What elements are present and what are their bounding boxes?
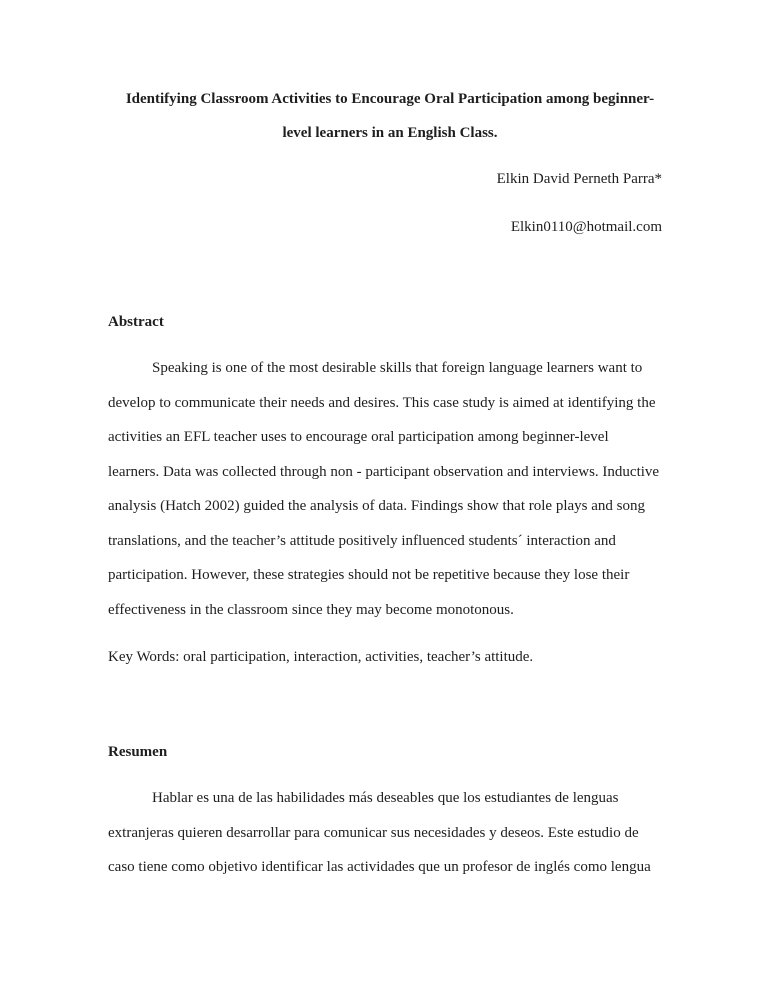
abstract-line: analysis (Hatch 2002) guided the analysis of data. Findings show that role plays and song (108, 498, 645, 514)
abstract-line: effectiveness in the classroom since they may become monotonous. (108, 601, 514, 618)
paper-title-line-2: level learners in an English Class. (282, 125, 498, 141)
abstract-line: activities an EFL teacher uses to encourage oral participation among beginner-level (108, 429, 609, 445)
paper-title-line-1: Identifying Classroom Activities to Encourage Oral Participation among beginner- (125, 90, 655, 107)
keywords-line: Key Words: oral participation, interaction, activities, teacher’s attitude. (108, 649, 534, 665)
abstract-line: translations, and the teacher’s attitude positively influenced students´ interaction and (108, 532, 616, 549)
author-name: Elkin David Perneth Parra* (496, 171, 662, 187)
resumen-paragraph (108, 781, 672, 885)
resumen-line: extranjeras quieren desarrollar para comunicar sus necesidades y deseos. Este estudio de (108, 824, 639, 841)
paper-title (108, 82, 672, 151)
abstract-line: Speaking is one of the most desirable skills that foreign language learners want to (152, 360, 643, 376)
resumen-line: Hablar es una de las habilidades más deseables que los estudiantes de lenguas (152, 790, 619, 806)
page-content (108, 0, 672, 994)
abstract-paragraph (108, 351, 672, 627)
resumen-heading: Resumen (108, 744, 168, 760)
abstract-line: learners. Data was collected through non - participant observation and interviews. Inductive (108, 463, 660, 480)
resumen-line: caso tiene como objetivo identificar las actividades que un profesor de inglés como lengua (108, 859, 651, 875)
author-email: Elkin0110@hotmail.com (510, 219, 662, 235)
abstract-line: develop to communicate their needs and desires. This case study is aimed at identifying the (108, 394, 656, 411)
abstract-heading: Abstract (108, 314, 164, 330)
abstract-line: participation. However, these strategies should not be repetitive because they lose their (108, 567, 630, 583)
